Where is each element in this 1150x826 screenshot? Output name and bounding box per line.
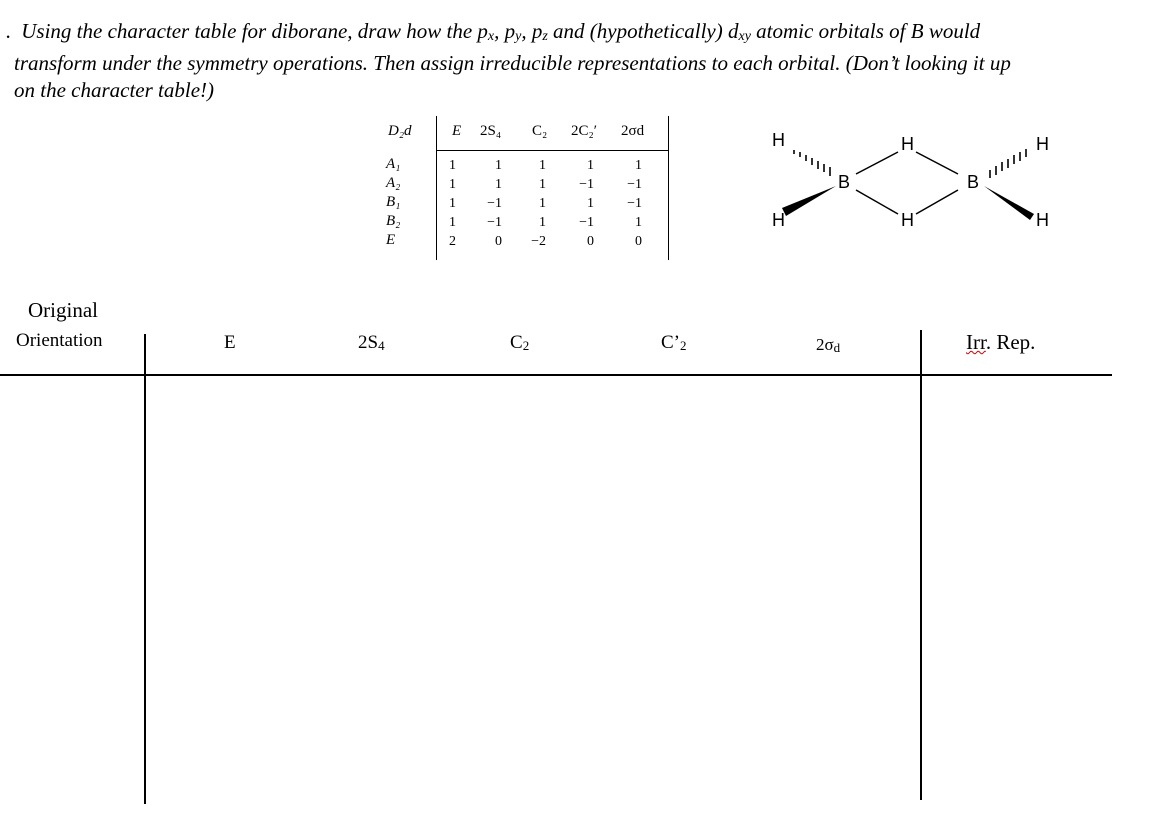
prompt-line-3: on the character table!): [14, 78, 215, 102]
character-table: [368, 112, 688, 262]
character-cell: 1: [495, 177, 502, 192]
header-C2-main: C: [510, 332, 523, 353]
atom-b-right: B: [967, 172, 980, 192]
header-original: Original: [28, 298, 98, 322]
worksheet-left-rule: [144, 334, 146, 804]
character-cell: −1: [487, 215, 502, 230]
wedge-bond-right: [984, 186, 1034, 220]
header-C2p-main: C’: [661, 332, 680, 353]
character-cell: −1: [579, 177, 594, 192]
op-2S4: 2S₄: [480, 123, 502, 139]
header-C2p-sub: 2: [680, 338, 687, 353]
worksheet-right-rule: [920, 330, 922, 800]
header-2S4-sub: 4: [378, 338, 385, 353]
wedge-bond-left: [782, 186, 836, 216]
hashed-bond-right: [990, 149, 1026, 178]
prompt-lead-dot: .: [6, 19, 12, 43]
prompt-sub-y: y: [515, 29, 522, 44]
prompt-line-1: [6, 18, 1136, 50]
irrep-label: A₁: [386, 156, 401, 172]
atom-h-top-left: H: [772, 130, 785, 150]
character-cell: 1: [449, 215, 456, 230]
table-right-rule: [668, 116, 669, 260]
question-prompt: [6, 18, 1136, 104]
character-cell: 0: [587, 234, 594, 249]
header-C2-prime: [661, 332, 687, 354]
header-2sd-main: 2σ: [816, 335, 834, 354]
irrep-label: E: [386, 232, 396, 248]
header-irr-a: Irr: [966, 330, 986, 354]
character-cell: −1: [627, 177, 642, 192]
prompt-text-d: and (hypothetically) d: [547, 19, 739, 43]
worksheet-horizontal-rule: [0, 374, 1112, 376]
character-cell: 2: [449, 234, 456, 249]
prompt-text-b: , p: [494, 19, 516, 43]
atom-h-bridge-bottom: H: [901, 210, 914, 230]
prompt-sub-x: x: [487, 29, 495, 44]
bridge-bond-tl: [856, 152, 898, 174]
character-cell: −1: [627, 196, 642, 211]
character-cell: 1: [495, 158, 502, 173]
prompt-sub-xy: xy: [738, 29, 751, 44]
atom-h-bridge-top: H: [901, 134, 914, 154]
character-cell: 1: [587, 158, 594, 173]
character-cell: 0: [495, 234, 502, 249]
irrep-label: A₂: [386, 175, 401, 191]
character-cell: 1: [539, 215, 546, 230]
character-cell: −1: [579, 215, 594, 230]
header-C2: [510, 332, 529, 354]
atom-h-bottom-left: H: [772, 210, 785, 230]
character-cell: 1: [449, 196, 456, 211]
bridge-bond-tr: [916, 152, 958, 174]
character-cell: 1: [635, 158, 642, 173]
character-cell: 1: [539, 158, 546, 173]
point-group-label: D₂d: [388, 123, 412, 139]
header-2sigma-d: [816, 335, 840, 356]
atom-h-top-right: H: [1036, 134, 1049, 154]
character-cell: −2: [531, 234, 546, 249]
prompt-line-2: transform under the symmetry operations. Then assign irreducible representations to each orbital. (Don’t looking it up: [14, 51, 1011, 75]
character-cell: −1: [487, 196, 502, 211]
op-2C2p: 2C₂′: [571, 123, 598, 139]
header-E: E: [224, 332, 236, 353]
atom-h-bottom-right: H: [1036, 210, 1049, 230]
table-horizontal-rule: [436, 150, 668, 151]
character-cell: 1: [539, 177, 546, 192]
op-E: E: [452, 123, 462, 139]
hashed-bond-left: [794, 150, 830, 176]
character-cell: 1: [635, 215, 642, 230]
atom-b-left: B: [838, 172, 851, 192]
irrep-label: B₁: [386, 194, 401, 210]
prompt-text-a: Using the character table for diborane, draw how the p: [21, 19, 488, 43]
header-2S4-main: 2S: [358, 332, 379, 353]
prompt-sub-z: z: [542, 29, 548, 44]
header-2sd-sub: d: [833, 340, 841, 355]
bridge-bond-br: [916, 190, 958, 214]
bridge-bond-bl: [856, 190, 898, 214]
irrep-label: B₂: [386, 213, 401, 229]
character-cell: 1: [587, 196, 594, 211]
header-irr-b: . Rep.: [985, 330, 1036, 354]
header-C2-sub: 2: [522, 338, 530, 353]
character-cell: 1: [539, 196, 546, 211]
character-cell: 1: [449, 158, 456, 173]
character-cell: 0: [635, 234, 642, 249]
prompt-text-e: atomic orbitals of B would: [750, 19, 981, 43]
header-irr-rep: [966, 330, 1035, 355]
header-2S4: [358, 332, 385, 354]
character-cell: 1: [449, 177, 456, 192]
op-C2: C₂: [532, 123, 548, 139]
prompt-text-c: , p: [521, 19, 543, 43]
diborane-structure: [760, 128, 1060, 238]
op-2sigma-d: 2σd: [621, 123, 645, 139]
header-orientation: Orientation: [16, 330, 103, 351]
